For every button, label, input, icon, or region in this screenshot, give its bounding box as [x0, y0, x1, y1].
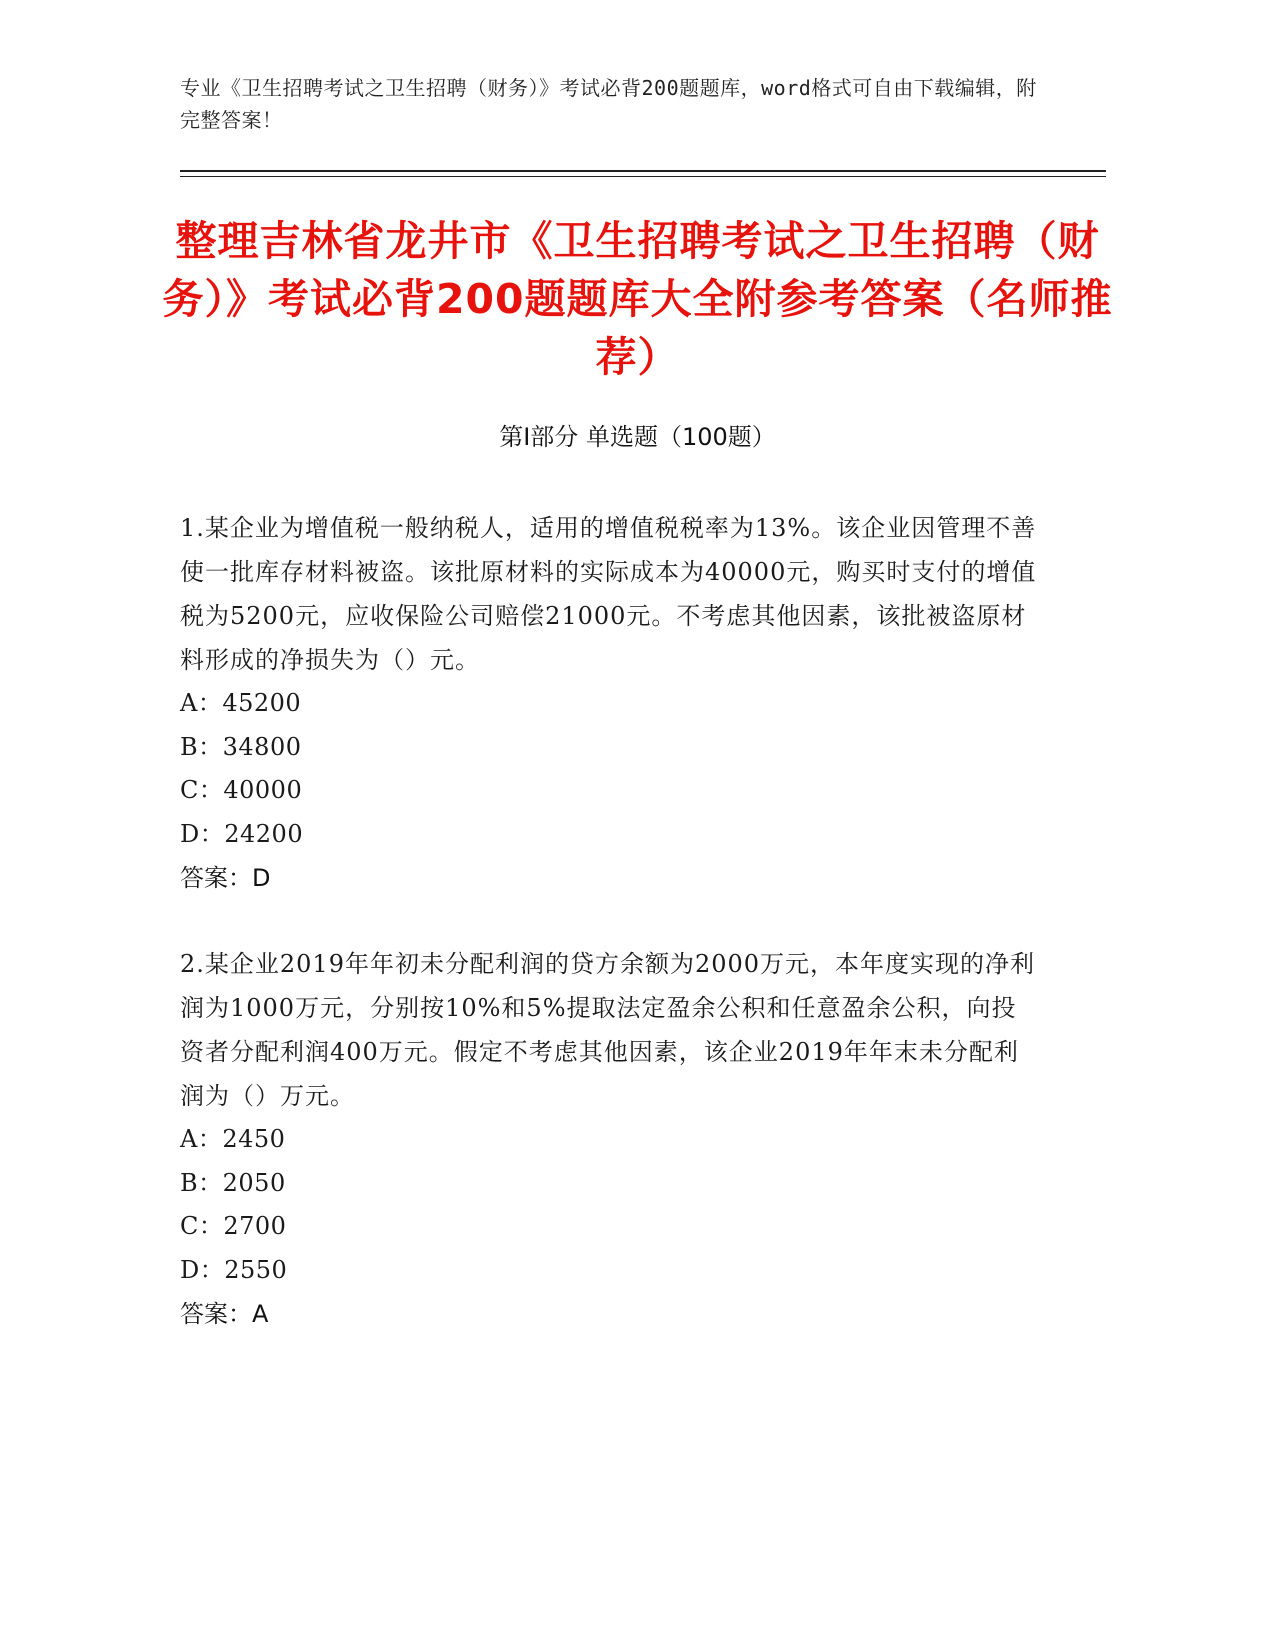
- document-title: 整理吉林省龙井市《卫生招聘考试之卫生招聘（财务）》考试必背200题题库大全附参考答案（名师推荐）: [162, 217, 1113, 381]
- option-d: D：2550: [180, 1255, 288, 1284]
- answer: 答案：A: [180, 1300, 269, 1329]
- answer: 答案：D: [180, 864, 271, 893]
- question-1: [180, 506, 1040, 900]
- option-b: B：34800: [180, 732, 302, 761]
- option-b: B：2050: [180, 1168, 286, 1197]
- question-2: [180, 942, 1040, 1336]
- question-stem: 2.某企业2019年年初未分配利润的贷方余额为2000万元，本年度实现的净利润为1000万元，分别按10%和5%提取法定盈余公积和任意盈余公积，向投资者分配利润400万元。假定不考虑其他因素，该企业2019年年末未分配利润为（）万元。: [180, 950, 1036, 1110]
- option-c: C：2700: [180, 1212, 287, 1241]
- header-rule-thin: [180, 176, 1106, 177]
- option-a: A：2450: [180, 1125, 286, 1153]
- option-c: C：40000: [180, 776, 303, 805]
- header-rule-thick: [180, 170, 1106, 172]
- option-d: D：24200: [180, 819, 304, 848]
- option-a: A：45200: [180, 689, 302, 717]
- header-note: 专业《卫生招聘考试之卫生招聘（财务）》考试必背200题题库，word格式可自由下载编辑，附完整答案！: [180, 76, 1037, 132]
- question-stem: 1.某企业为增值税一般纳税人，适用的增值税税率为13%。该企业因管理不善使一批库存材料被盗。该批原材料的实际成本为40000元，购买时支付的增值税为5200元，应收保险公司赔偿21000元。不考虑其他因素，该批被盗原材料形成的净损失为（）元。: [180, 514, 1037, 674]
- section-heading: 第Ⅰ部分 单选题（100题）: [499, 423, 776, 451]
